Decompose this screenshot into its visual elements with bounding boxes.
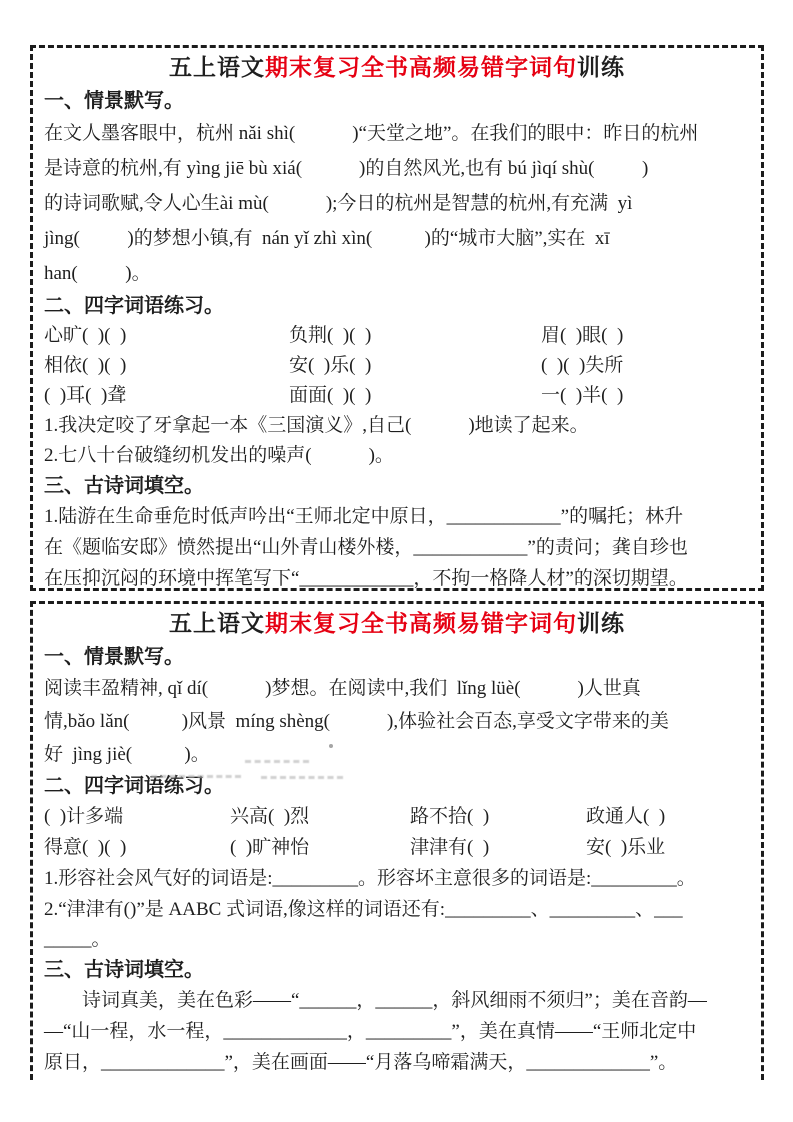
section-heading-poetry-fill: 三、古诗词填空。 — [44, 475, 204, 497]
section-heading-poetry-fill: 三、古诗词填空。 — [44, 959, 204, 981]
paragraph-line: 诗词真美，美在色彩——“______，______，斜风细雨不须归”；美在音韵— — [44, 990, 707, 1011]
fill-blank-item: 1.我决定咬了牙拿起一本《三国演义》,自己( )地读了起来。 — [44, 415, 589, 436]
word-blank-cell: 津津有( ) — [410, 837, 490, 858]
word-blank-cell: 负荆( )( ) — [289, 325, 372, 346]
erased-pencil-smudge — [245, 760, 309, 763]
word-blank-cell: 得意( )( ) — [44, 837, 127, 858]
worksheet-card-1 — [30, 45, 764, 591]
paragraph-line: 阅读丰盈精神, qǐ dí( )梦想。在阅读中,我们 lǐng lüè( )人世真 — [44, 678, 641, 699]
paragraph-line: 情,bǎo lǎn( )风景 míng shèng( ),体验社会百态,享受文字带来的美 — [44, 711, 669, 732]
word-grid-row — [44, 381, 750, 411]
paragraph-line: 在压抑沉闷的环境中挥笔写下“____________，不拘一格降人材”的深切期望。 — [44, 568, 688, 589]
paragraph-line: 在文人墨客眼中，杭州 nǎi shì( )“天堂之地”。在我们的眼中：昨日的杭州 — [44, 123, 699, 144]
word-blank-cell: 相依( )( ) — [44, 355, 127, 376]
paragraph-line: 原日，_____________”，美在画面——“月落乌啼霜满天，_____________”。 — [44, 1052, 678, 1073]
fill-blank-item: 1.形容社会风气好的词语是:_________。形容坏主意很多的词语是:_________。 — [44, 868, 696, 889]
word-blank-cell: ( )计多端 — [44, 806, 124, 827]
fill-blank-item-continuation: _____。 — [44, 929, 111, 950]
paragraph-line: 的诗词歌赋,令人心生ài mù( );今日的杭州是智慧的杭州,有充满 yì — [44, 193, 633, 214]
word-grid-row — [44, 801, 750, 832]
worksheet-title-2 — [44, 606, 750, 642]
word-blank-cell: ( )旷神怡 — [230, 837, 310, 858]
section-heading-scene-dictation: 一、情景默写。 — [44, 90, 184, 112]
title-black-right: 训练 — [577, 55, 625, 80]
word-blank-cell: 路不拾( ) — [410, 806, 490, 827]
word-blank-cell: 政通人( ) — [586, 806, 666, 827]
stray-pencil-dot — [329, 744, 333, 748]
erased-pencil-smudge — [151, 775, 241, 778]
word-blank-cell: 安( )乐业 — [586, 837, 666, 858]
paragraph-line: 是诗意的杭州,有 yìng jiē bù xiá( )的自然风光,也有 bú jìqí shù( ) — [44, 158, 649, 179]
word-blank-cell: 眉( )眼( ) — [541, 325, 624, 346]
paragraph-line: —“山一程，水一程，_____________，_________”，美在真情——“王师北定中 — [44, 1021, 697, 1042]
paragraph-line: 在《题临安邸》愤然提出“山外青山楼外楼，____________”的责问；龚自珍也 — [44, 537, 688, 558]
section-heading-four-char-words: 二、四字词语练习。 — [44, 295, 224, 317]
section-heading-four-char-words: 二、四字词语练习。 — [44, 775, 224, 797]
word-blank-cell: 心旷( )( ) — [44, 325, 127, 346]
word-blank-cell: 兴高( )烈 — [230, 806, 310, 827]
fill-blank-item: 2.七八十台破缝纫机发出的噪声( )。 — [44, 445, 394, 466]
paragraph-line: 好 jìng jiè( )。 — [44, 744, 210, 765]
worksheet-title-1 — [44, 50, 750, 86]
title-black-right: 训练 — [577, 611, 625, 636]
paragraph-line: han( )。 — [44, 263, 151, 284]
word-grid-row — [44, 351, 750, 381]
title-red-highlight: 期末复习全书高频易错字词句 — [265, 611, 577, 636]
title-black-left: 五上语文 — [169, 611, 265, 636]
word-blank-cell: ( )耳( )聋 — [44, 385, 127, 406]
title-red-highlight: 期末复习全书高频易错字词句 — [265, 55, 577, 80]
word-blank-cell: 一( )半( ) — [541, 385, 624, 406]
worksheet-card-2 — [30, 601, 764, 1080]
word-blank-cell: ( )( )失所 — [541, 355, 624, 376]
erased-pencil-smudge — [261, 776, 343, 779]
word-grid-row — [44, 321, 750, 351]
word-blank-cell: 安( )乐( ) — [289, 355, 372, 376]
word-grid-row — [44, 832, 750, 863]
word-blank-cell: 面面( )( ) — [289, 385, 372, 406]
paragraph-line: 1.陆游在生命垂危时低声吟出“王师北定中原日，____________”的嘱托；林升 — [44, 506, 684, 527]
fill-blank-item: 2.“津津有()”是 AABC 式词语,像这样的词语还有:_________、_________、___ — [44, 899, 683, 920]
paragraph-line: jìng( )的梦想小镇,有 nán yǐ zhì xìn( )的“城市大脑”,实在 xī — [44, 228, 610, 249]
section-heading-scene-dictation: 一、情景默写。 — [44, 646, 184, 668]
title-black-left: 五上语文 — [169, 55, 265, 80]
